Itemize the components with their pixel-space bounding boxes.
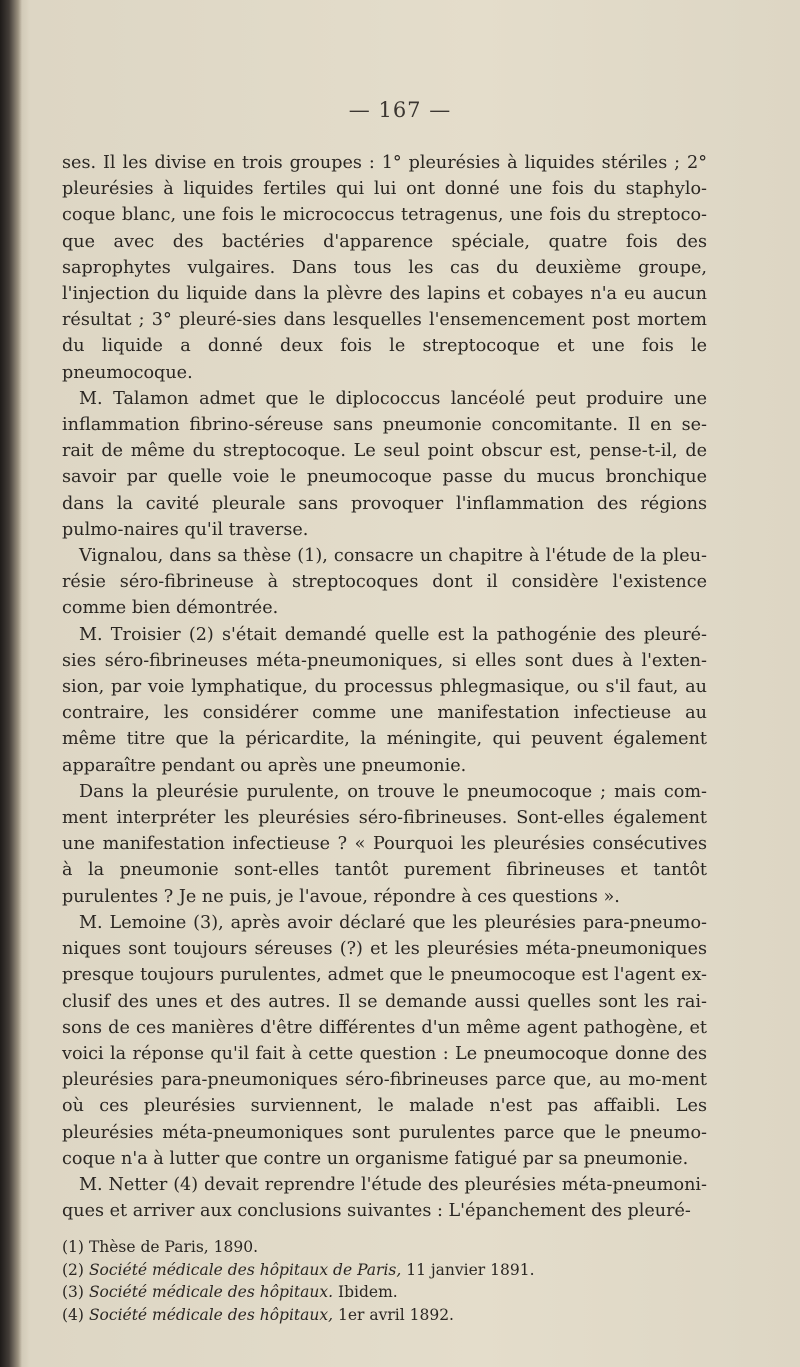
footnotes	[62, 1236, 707, 1326]
footnote-number: (3)	[62, 1283, 84, 1301]
footnote-number: (4)	[62, 1305, 84, 1324]
footnote-1	[62, 1236, 707, 1259]
footnote-text: Thèse de Paris, 1890.	[88, 1238, 259, 1256]
footnote-3	[62, 1281, 707, 1304]
footnote-number: (1)	[62, 1238, 84, 1256]
body-text	[62, 150, 707, 1224]
paragraph-7: M. Netter (4) devait reprendre l'étude des pleurésies méta-pneumoni-ques et arriver aux conclusions suivantes : L'épanchement des pleuré-	[62, 1174, 707, 1222]
footnote-source: Société médicale des hôpitaux,	[88, 1305, 334, 1324]
paragraph-5: Dans la pleurésie purulente, on trouve le pneumocoque ; mais com-ment interpréter les pleurésies séro-fibrineuses. Sont-elles également une manifestation infectieuse ? « Pourquoi les pleurésies consécutives à la pneumonie sont-elles tantôt purement fibrineuses et tantôt purulentes ? Je ne puis, je l'avoue, répondre à ces questions ».	[62, 781, 707, 907]
footnote-2	[62, 1259, 707, 1282]
footnote-text: Ibidem.	[333, 1283, 398, 1301]
page-number-header: — 167 —	[348, 98, 452, 122]
paragraph-3: Vignalou, dans sa thèse (1), consacre un chapitre à l'étude de la pleu-résie séro-fibrineuse à streptocoques dont il considère l'existence comme bien démontrée.	[62, 546, 707, 619]
footnote-source: Société médicale des hôpitaux de Paris,	[88, 1260, 402, 1279]
footnote-number: (2)	[62, 1260, 84, 1279]
paragraph-1: ses. Il les divise en trois groupes : 1° pleurésies à liquides stériles ; 2° pleurésies à liquides fertiles qui lui ont donné une fois du staphylo-coque blanc, une fois le micrococcus tetragenus, une fois du streptoco-que avec des bactéries d'apparence spéciale, quatre fois des saprophytes vulgaires. Dans tous les cas du deuxième groupe, l'injection du liquide dans la plèvre des lapins et cobayes n'a eu aucun résultat ; 3° pleuré-sies dans lesquelles l'ensemencement post mortem du liquide a donné deux fois le streptocoque et une fois le pneumocoque.	[62, 153, 707, 383]
paragraph-2: M. Talamon admet que le diplococcus lancéolé peut produire une inflammation fibrino-séreuse sans pneumonie concomitante. Il en se-rait de même du streptocoque. Le seul point obscur est, pense-t-il, de savoir par quelle voie le pneumocoque passe du mucus bronchique dans la cavité pleurale sans provoquer l'inflammation des régions pulmo-naires qu'il traverse.	[62, 388, 707, 540]
paragraph-6: M. Lemoine (3), après avoir déclaré que les pleurésies para-pneumo-niques sont toujours séreuses (?) et les pleurésies méta-pneumoniques presque toujours purulentes, admet que le pneumocoque est l'agent ex-clusif des unes et des autres. Il se demande aussi quelles sont les rai-sons de ces manières d'être différentes d'un même agent pathogène, et voici la réponse qu'il fait à cette question : Le pneumocoque donne des pleurésies para-pneumoniques séro-fibrineuses parce que, au mo-ment où ces pleurésies surviennent, le malade n'est pas affaibli. Les pleurésies méta-pneumoniques sont purulentes parce que le pneumo-coque n'a à lutter que contre un organisme fatigué par sa pneumonie.	[62, 912, 707, 1169]
footnote-text: 1er avril 1892.	[333, 1305, 454, 1324]
footnote-source: Société médicale des hôpitaux.	[88, 1283, 334, 1301]
footnote-text: 11 janvier 1891.	[401, 1260, 535, 1279]
paragraph-4: M. Troisier (2) s'était demandé quelle est la pathogénie des pleuré-sies séro-fibrineuses méta-pneumoniques, si elles sont dues à l'exten-sion, par voie lymphatique, du processus phlegmasique, ou s'il faut, au contraire, les considérer comme une manifestation infectieuse au même titre que la péricardite, la méningite, qui peuvent également apparaître pendant ou après une pneumonie.	[62, 624, 707, 776]
footnote-4	[62, 1304, 707, 1327]
book-binding-edge	[0, 0, 22, 1367]
